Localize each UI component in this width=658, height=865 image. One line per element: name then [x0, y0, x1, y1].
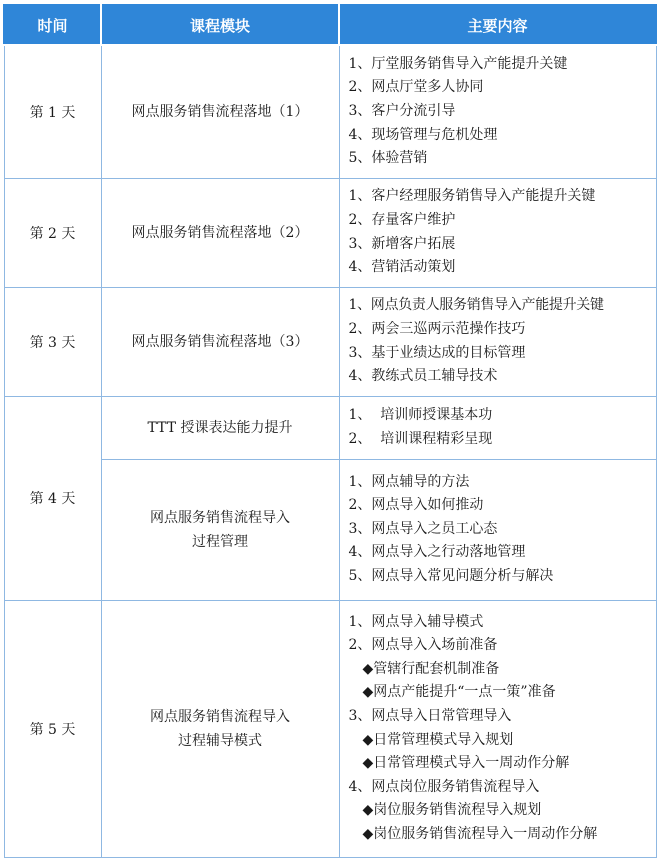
content-subitem: ◆日常管理模式导入规划: [362, 731, 514, 748]
module-name: 网点服务销售流程落地（3）: [101, 287, 339, 396]
content-item: 3、网点导入之员工心态: [348, 520, 498, 537]
module-name: 网点服务销售流程落地（1）: [101, 45, 339, 178]
content-item: 4、网点岗位服务销售流程导入: [348, 778, 540, 795]
module-name: TTT 授课表达能力提升: [101, 396, 339, 459]
content-cell: [339, 45, 656, 178]
content-item: 4、现场管理与危机处理: [348, 126, 498, 143]
content-item: 4、营销活动策划: [348, 259, 456, 276]
content-item: 1、网点辅导的方法: [348, 473, 470, 490]
schedule-table: [3, 4, 657, 858]
content-item: 1、网点导入辅导模式: [348, 613, 484, 630]
day-row-1: [4, 45, 656, 178]
header-module: 课程模块: [101, 5, 339, 45]
content-item: 5、体验营销: [348, 150, 428, 167]
content-item: 1、客户经理服务销售导入产能提升关键: [348, 188, 596, 205]
content-cell: [339, 178, 656, 287]
content-item: 2、两会三巡两示范操作技巧: [348, 320, 526, 337]
content-item: 2、 培训课程精彩呈现: [348, 430, 493, 447]
content-item: 4、网点导入之行动落地管理: [348, 544, 526, 561]
content-cell: [339, 396, 656, 459]
content-item: 3、客户分流引导: [348, 102, 456, 119]
day-label: 第 3 天: [4, 287, 101, 396]
day-row-2: [4, 178, 656, 287]
day-row-4b: [4, 459, 656, 600]
day-row-4a: [4, 396, 656, 459]
header-content: 主要内容: [339, 5, 656, 45]
content-item: 3、网点导入日常管理导入: [348, 707, 512, 724]
module-name-line1: 网点服务销售流程导入: [150, 708, 290, 725]
content-subitem: ◆岗位服务销售流程导入一周动作分解: [362, 825, 598, 842]
content-subitem: ◆岗位服务销售流程导入规划: [362, 802, 542, 819]
content-subitem: ◆管辖行配套机制准备: [362, 660, 500, 677]
content-cell: [339, 459, 656, 600]
content-item: 1、 培训师授课基本功: [348, 406, 493, 423]
day-label: 第 4 天: [4, 396, 101, 600]
course-schedule: [3, 4, 655, 858]
content-subitem: ◆日常管理模式导入一周动作分解: [362, 755, 570, 772]
content-cell: [339, 287, 656, 396]
content-item: 1、网点负责人服务销售导入产能提升关键: [348, 297, 604, 314]
content-subitem: ◆网点产能提升“一点一策”准备: [362, 684, 556, 701]
day-label: 第 2 天: [4, 178, 101, 287]
content-item: 2、网点厅堂多人协同: [348, 79, 484, 96]
content-item: 3、新增客户拓展: [348, 235, 456, 252]
content-item: 1、厅堂服务销售导入产能提升关键: [348, 55, 568, 72]
day-label: 第 5 天: [4, 600, 101, 857]
day-row-5: [4, 600, 656, 857]
content-item: 5、网点导入常见问题分析与解决: [348, 567, 554, 584]
module-name: [101, 600, 339, 857]
content-item: 2、网点导入如何推动: [348, 497, 484, 514]
content-cell: [339, 600, 656, 857]
module-name: [101, 459, 339, 600]
module-name-line2: 过程管理: [192, 533, 248, 550]
module-name-line1: 网点服务销售流程导入: [150, 509, 290, 526]
day-label: 第 1 天: [4, 45, 101, 178]
day-row-3: [4, 287, 656, 396]
content-item: 2、存量客户维护: [348, 211, 456, 228]
header-time: 时间: [4, 5, 101, 45]
content-item: 3、基于业绩达成的目标管理: [348, 344, 526, 361]
content-item: 2、网点导入入场前准备: [348, 637, 498, 654]
header-row: [4, 5, 656, 45]
content-item: 4、教练式员工辅导技术: [348, 368, 498, 385]
module-name: 网点服务销售流程落地（2）: [101, 178, 339, 287]
module-name-line2: 过程辅导模式: [178, 732, 262, 749]
